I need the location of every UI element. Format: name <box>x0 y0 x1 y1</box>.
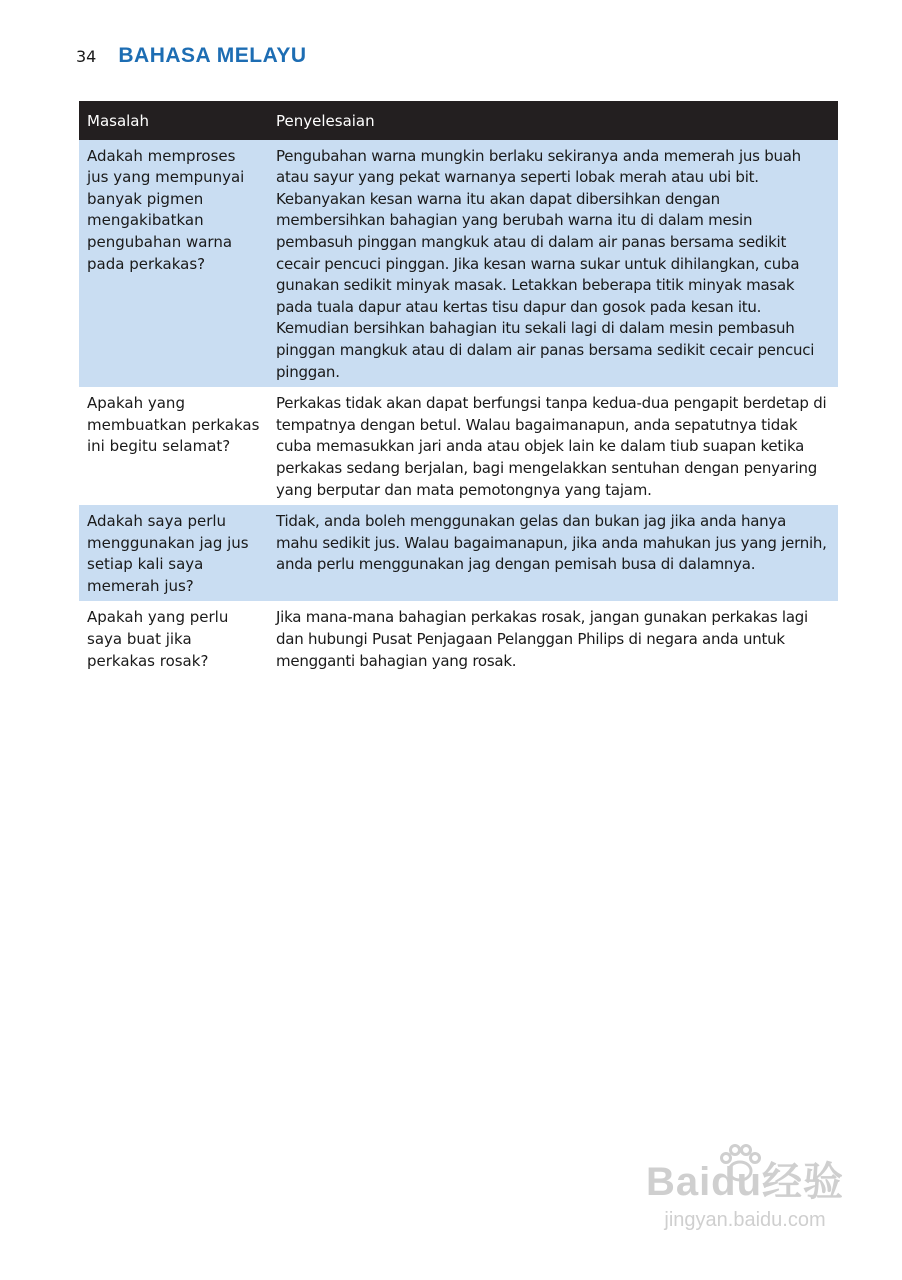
watermark-logo: Baidu经验 <box>645 1160 845 1204</box>
solution-cell: Tidak, anda boleh menggunakan gelas dan bukan jag jika anda hanya mahu sedikit jus. Walau bagaimanapun, jika anda mahukan jus yang jernih, anda perlu menggunakan jag dengan pemisah busa di dalamnya. <box>276 512 827 574</box>
column-header-problem: Masalah <box>87 112 150 130</box>
paw-icon <box>718 1144 762 1184</box>
table-row <box>79 387 838 505</box>
table-row <box>79 601 838 676</box>
page-number: 34 <box>76 47 97 66</box>
problem-cell: Apakah yang perlu saya buat jika perkakas rosak? <box>87 608 229 670</box>
problem-cell: Adakah saya perlu menggunakan jag jus setiap kali saya memerah jus? <box>87 512 249 595</box>
page-header <box>76 44 307 68</box>
problem-cell: Adakah memproses jus yang mempunyai banyak pigmen mengakibatkan pengubahan warna pada perkakas? <box>87 146 245 273</box>
solution-cell: Pengubahan warna mungkin berlaku sekiranya anda memerah jus buah atau sayur yang pekat warnanya seperti lobak merah atau ubi bit. Kebanyakan kesan warna itu akan dapat dibersihkan dengan membersihkan bahagian yang berubah warna itu di dalam mesin pembasuh pinggan mangkuk atau di dalam air panas bersama sedikit cecair pencuci pinggan. Jika kesan warna sukar untuk dihilangkan, cuba gunakan sedikit minyak masak. Letakkan beberapa titik minyak masak pada tuala dapur atau kertas tisu dapur dan gosok pada kesan itu. Kemudian bersihkan bahagian itu sekali lagi di dalam mesin pembasuh pinggan mangkuk atau di dalam air panas bersama sedikit cecair pencuci pinggan. <box>276 146 815 381</box>
problem-cell: Apakah yang membuatkan perkakas ini begitu selamat? <box>87 394 260 456</box>
baidu-watermark <box>640 1150 850 1250</box>
section-title: BAHASA MELAYU <box>118 44 307 67</box>
troubleshooting-table <box>79 101 838 676</box>
column-header-solution: Penyelesaian <box>276 112 375 130</box>
solution-cell: Jika mana-mana bahagian perkakas rosak, jangan gunakan perkakas lagi dan hubungi Pusat Penjagaan Pelanggan Philips di negara anda untuk mengganti bahagian yang rosak. <box>276 608 808 670</box>
table-header-row <box>79 101 838 140</box>
table-row <box>79 140 838 388</box>
solution-cell: Perkakas tidak akan dapat berfungsi tanpa kedua-dua pengapit berdetap di tempatnya dengan betul. Walau bagaimanapun, anda sepatutnya tidak cuba memasukkan jari anda atau objek lain ke dalam tiub suapan ketika perkakas sedang berjalan, bagi mengelakkan sentuhan dengan penyaring yang berputar dan mata pemotongnya yang tajam. <box>276 394 827 499</box>
table-row <box>79 505 838 601</box>
watermark-url: jingyan.baidu.com <box>664 1209 826 1231</box>
